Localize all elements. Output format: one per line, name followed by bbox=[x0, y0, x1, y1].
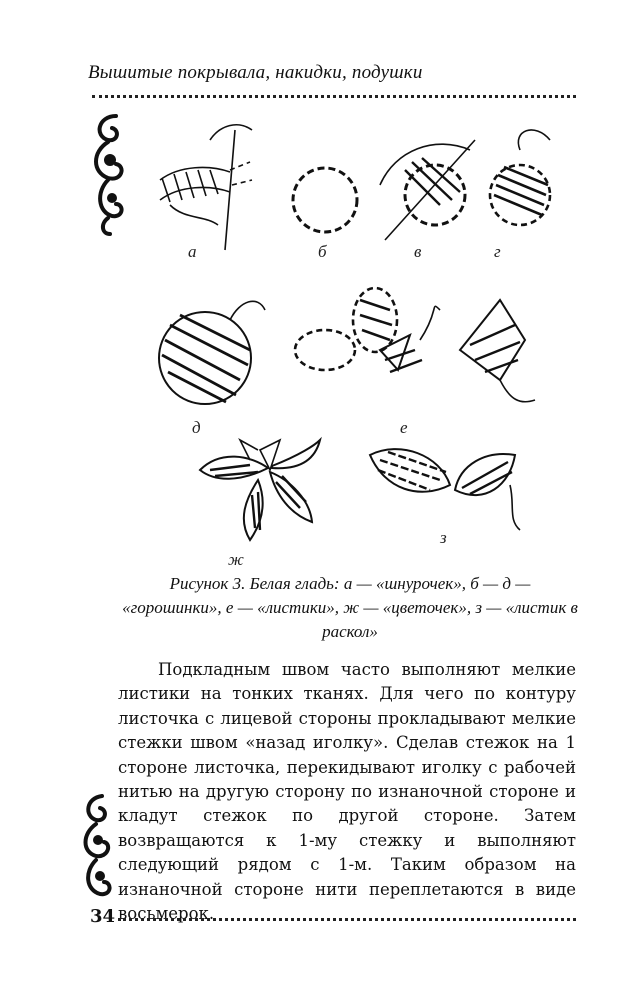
figure-label-d: д bbox=[192, 418, 201, 437]
figure-label-g: г bbox=[494, 242, 501, 261]
figure-label-v: в bbox=[414, 242, 422, 261]
dotted-rule-bottom bbox=[118, 918, 576, 921]
stitch-a-cord-drawing bbox=[160, 125, 252, 250]
stitch-d-drawing bbox=[159, 301, 265, 404]
dotted-rule-top bbox=[92, 95, 576, 98]
figure-label-e: е bbox=[400, 418, 408, 437]
page-number: 34 bbox=[90, 906, 116, 927]
figure-label-a: а bbox=[188, 242, 197, 261]
running-title: Вышитые покрывала, накидки, подушки bbox=[88, 62, 423, 83]
stitch-v-drawing bbox=[380, 140, 475, 240]
stitch-zh-drawing bbox=[200, 440, 320, 540]
stitch-z-drawing bbox=[370, 449, 520, 530]
stitch-e-drawing bbox=[295, 288, 535, 402]
flourish-ornament-top bbox=[86, 108, 136, 238]
figure-label-zh: ж bbox=[228, 550, 244, 569]
flourish-ornament-bottom bbox=[76, 790, 120, 910]
stitch-g-drawing bbox=[490, 130, 550, 225]
figure-label-z: з bbox=[440, 528, 447, 547]
figure-caption: Рисунок 3. Белая гладь: а — «шнурочек», б — д — «горошинки», е — «листики», ж — «цветочек», з — «листик в раскол» bbox=[122, 574, 578, 641]
embroidery-stitches-illustration bbox=[140, 110, 560, 570]
body-paragraph: Подкладным швом часто выполняют мелкие листики на тонких тканях. Для чего по контуру листочка с лицевой стороны прокладывают мелкие стежки швом «назад иголку». Сделав стежок на 1 стороне листочка, перекидывают иголку с рабочей нитью на другую сторону по изнаночной стороне и кладут стежок по другой стороне. Затем возвращаются к 1-му стежку и выполняют следующий рядом с 1-м. Таким образом на изнаночной стороне нити переплетаются в виде восьмерок. bbox=[118, 660, 576, 924]
figure-label-b: б bbox=[318, 242, 327, 261]
